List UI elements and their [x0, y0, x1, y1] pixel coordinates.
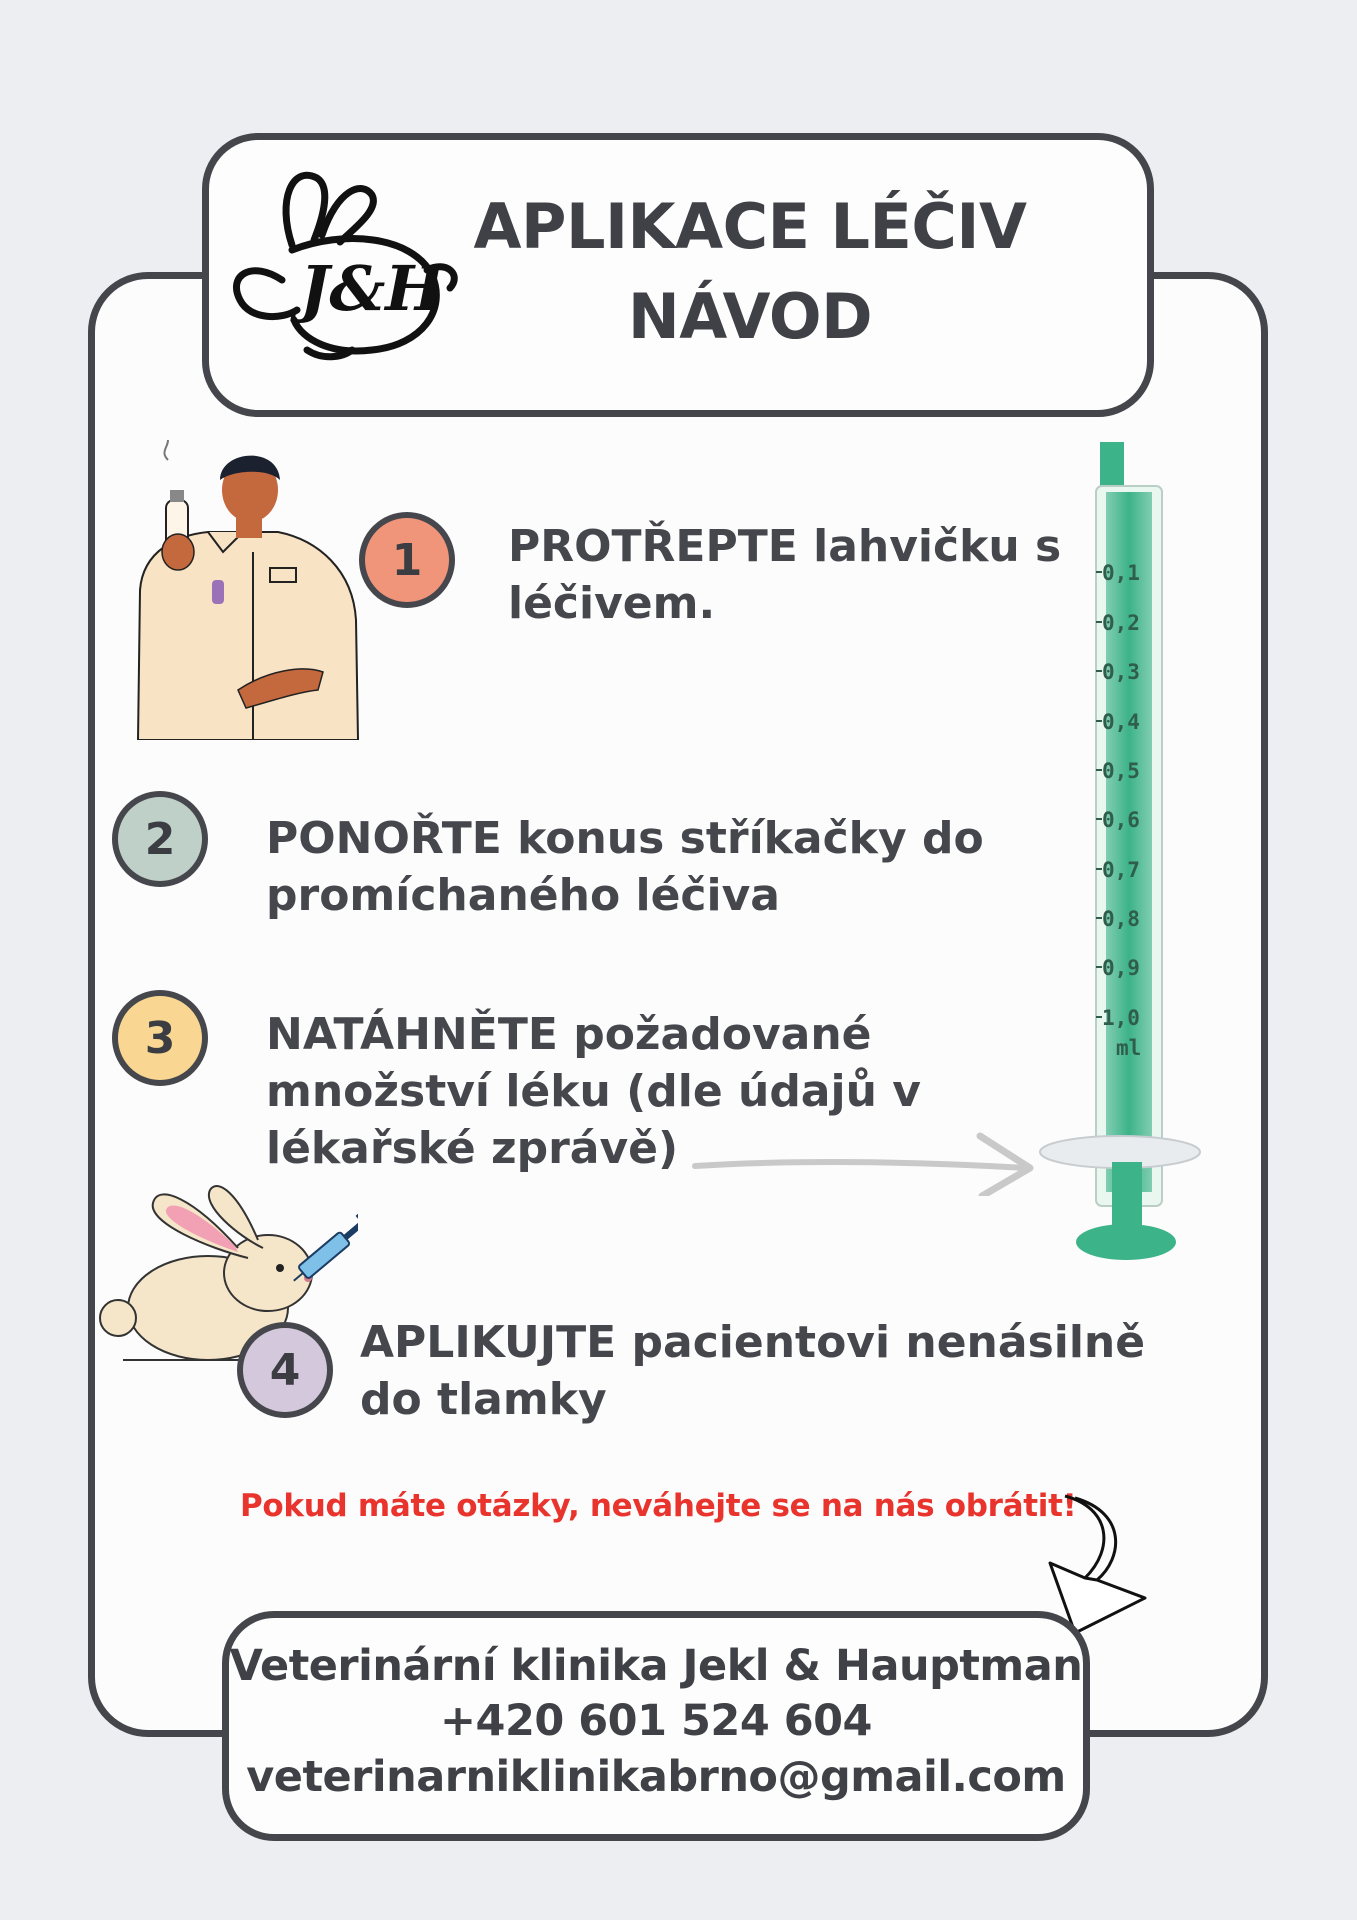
step-1-verb: PROTŘEPTE [508, 521, 798, 572]
pharmacist-illustration [128, 440, 368, 740]
title-line-1: APLIKACE LÉČIV [473, 190, 1027, 263]
syringe-illustration [1030, 442, 1210, 1272]
syringe-mark: 0,3 [1102, 660, 1140, 684]
syringe-mark: 0,1 [1102, 561, 1140, 585]
step-4-rest: pacientovi nenásilně [616, 1317, 1146, 1368]
step-1-line2: léčivem. [508, 578, 716, 629]
syringe-mark: 0,8 [1102, 907, 1140, 931]
step-2-circle [112, 791, 208, 887]
step-3-circle [112, 990, 208, 1086]
syringe-unit: ml [1116, 1036, 1142, 1060]
logo-text: J&H [300, 252, 444, 325]
curved-arrow-icon [1045, 1488, 1155, 1638]
step-3-line3: lékařské zprávě) [266, 1123, 679, 1174]
step-4-number: 4 [269, 1344, 301, 1396]
syringe-mark: 0,9 [1102, 956, 1140, 980]
step-1-text [508, 518, 1068, 632]
step-3-line2: množství léku (dle údajů v [266, 1066, 921, 1117]
clinic-name: Veterinární klinika Jekl & Hauptman [229, 1641, 1083, 1691]
step-1-number: 1 [391, 534, 423, 586]
clinic-phone[interactable]: +420 601 524 604 [440, 1696, 872, 1746]
step-4-circle [237, 1322, 333, 1418]
step-4-text [360, 1314, 1220, 1428]
arrow-to-syringe-icon [690, 1126, 1050, 1196]
step-3-number: 3 [144, 1012, 176, 1064]
step-1-circle [359, 512, 455, 608]
step-2-verb: PONOŘTE [266, 813, 502, 864]
step-2-text [266, 810, 1026, 924]
syringe-mark: 1,0 [1102, 1006, 1140, 1030]
page-title [460, 182, 1040, 362]
clinic-email[interactable]: veterinarniklinikabrno@gmail.com [246, 1752, 1066, 1802]
title-line-2: NÁVOD [627, 280, 873, 353]
step-2-number: 2 [144, 813, 176, 865]
questions-note: Pokud máte otázky, neváhejte se na nás obrátit! [240, 1488, 1077, 1524]
clinic-logo [222, 160, 472, 375]
step-2-line2: promíchaného léčiva [266, 870, 780, 921]
syringe-mark: 0,4 [1102, 710, 1140, 734]
step-2-rest: konus stříkačky do [501, 813, 984, 864]
step-4-verb: APLIKUJTE [360, 1317, 617, 1368]
syringe-mark: 0,5 [1102, 759, 1140, 783]
step-3-rest: požadované [557, 1009, 872, 1060]
step-3-verb: NATÁHNĚTE [266, 1009, 558, 1060]
step-4-line2: do tlamky [360, 1374, 607, 1425]
syringe-mark: 0,2 [1102, 611, 1140, 635]
syringe-mark: 0,6 [1102, 808, 1140, 832]
step-1-rest: lahvičku s [797, 521, 1062, 572]
syringe-mark: 0,7 [1102, 858, 1140, 882]
